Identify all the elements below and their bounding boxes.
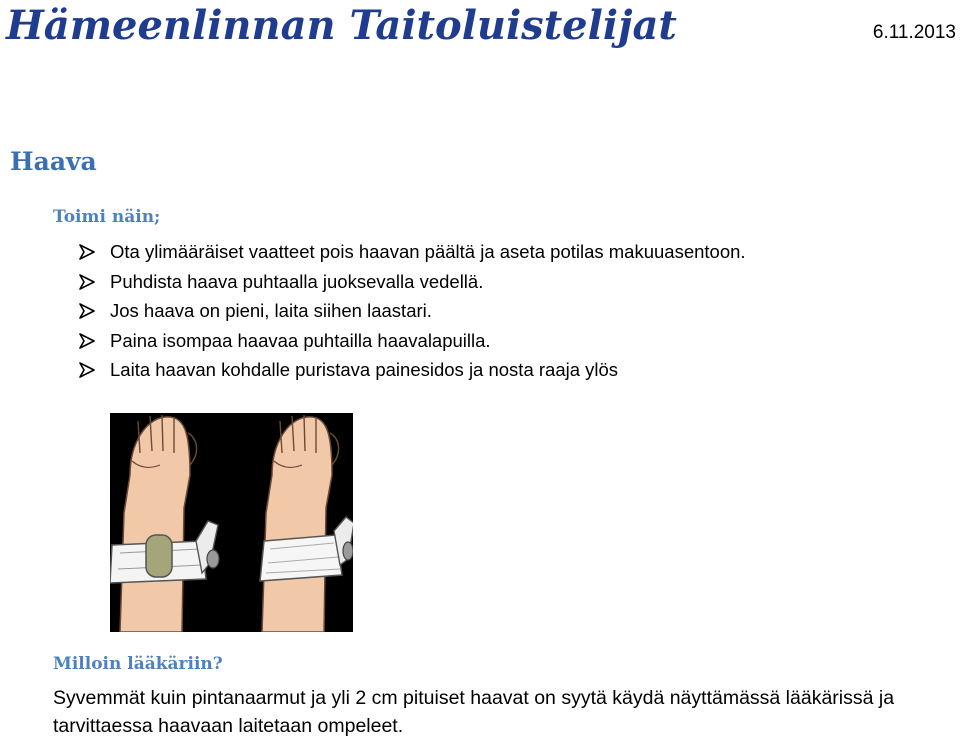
club-name: Hämeenlinnan Taitoluistelijat — [6, 2, 677, 49]
section-heading-do: Toimi näin; — [53, 207, 161, 227]
arrowhead-bullet-icon — [78, 244, 96, 260]
arrowhead-bullet-icon — [78, 274, 96, 290]
steps-list — [78, 237, 746, 385]
bandage-illustration — [110, 413, 353, 632]
step-text: Jos haava on pieni, laita siihen laastari. — [110, 300, 432, 321]
step-text: Puhdista haava puhtaalla juoksevalla vedellä. — [110, 270, 484, 292]
doctor-advice-text: Syvemmät kuin pintanaarmut ja yli 2 cm pituiset haavat on syytä käydä näyttämässä lääkärissä ja tarvittaessa haavaan laitetaan ompeleet. — [53, 687, 895, 737]
arrowhead-bullet-icon — [78, 333, 96, 349]
list-item — [78, 296, 746, 326]
list-item — [78, 237, 746, 267]
section-heading-doctor: Milloin lääkäriin? — [53, 654, 223, 674]
right-forearm — [260, 415, 353, 632]
arrowhead-bullet-icon — [78, 303, 96, 319]
arrowhead-bullet-icon — [78, 362, 96, 378]
list-item — [78, 267, 746, 297]
left-forearm — [110, 415, 219, 632]
document-date: 6.11.2013 — [872, 22, 956, 43]
page-title: Haava — [10, 147, 97, 176]
list-item — [78, 326, 746, 356]
list-item — [78, 355, 746, 385]
step-text: Paina isompaa haavaa puhtailla haavalapuilla. — [110, 329, 491, 351]
step-text: Ota ylimääräiset vaatteet pois haavan päältä ja aseta potilas makuuasentoon. — [110, 241, 746, 262]
bandaged-forearms-drawing — [110, 413, 353, 632]
step-text: Laita haavan kohdalle puristava painesidos ja nosta raaja ylös — [110, 359, 619, 380]
